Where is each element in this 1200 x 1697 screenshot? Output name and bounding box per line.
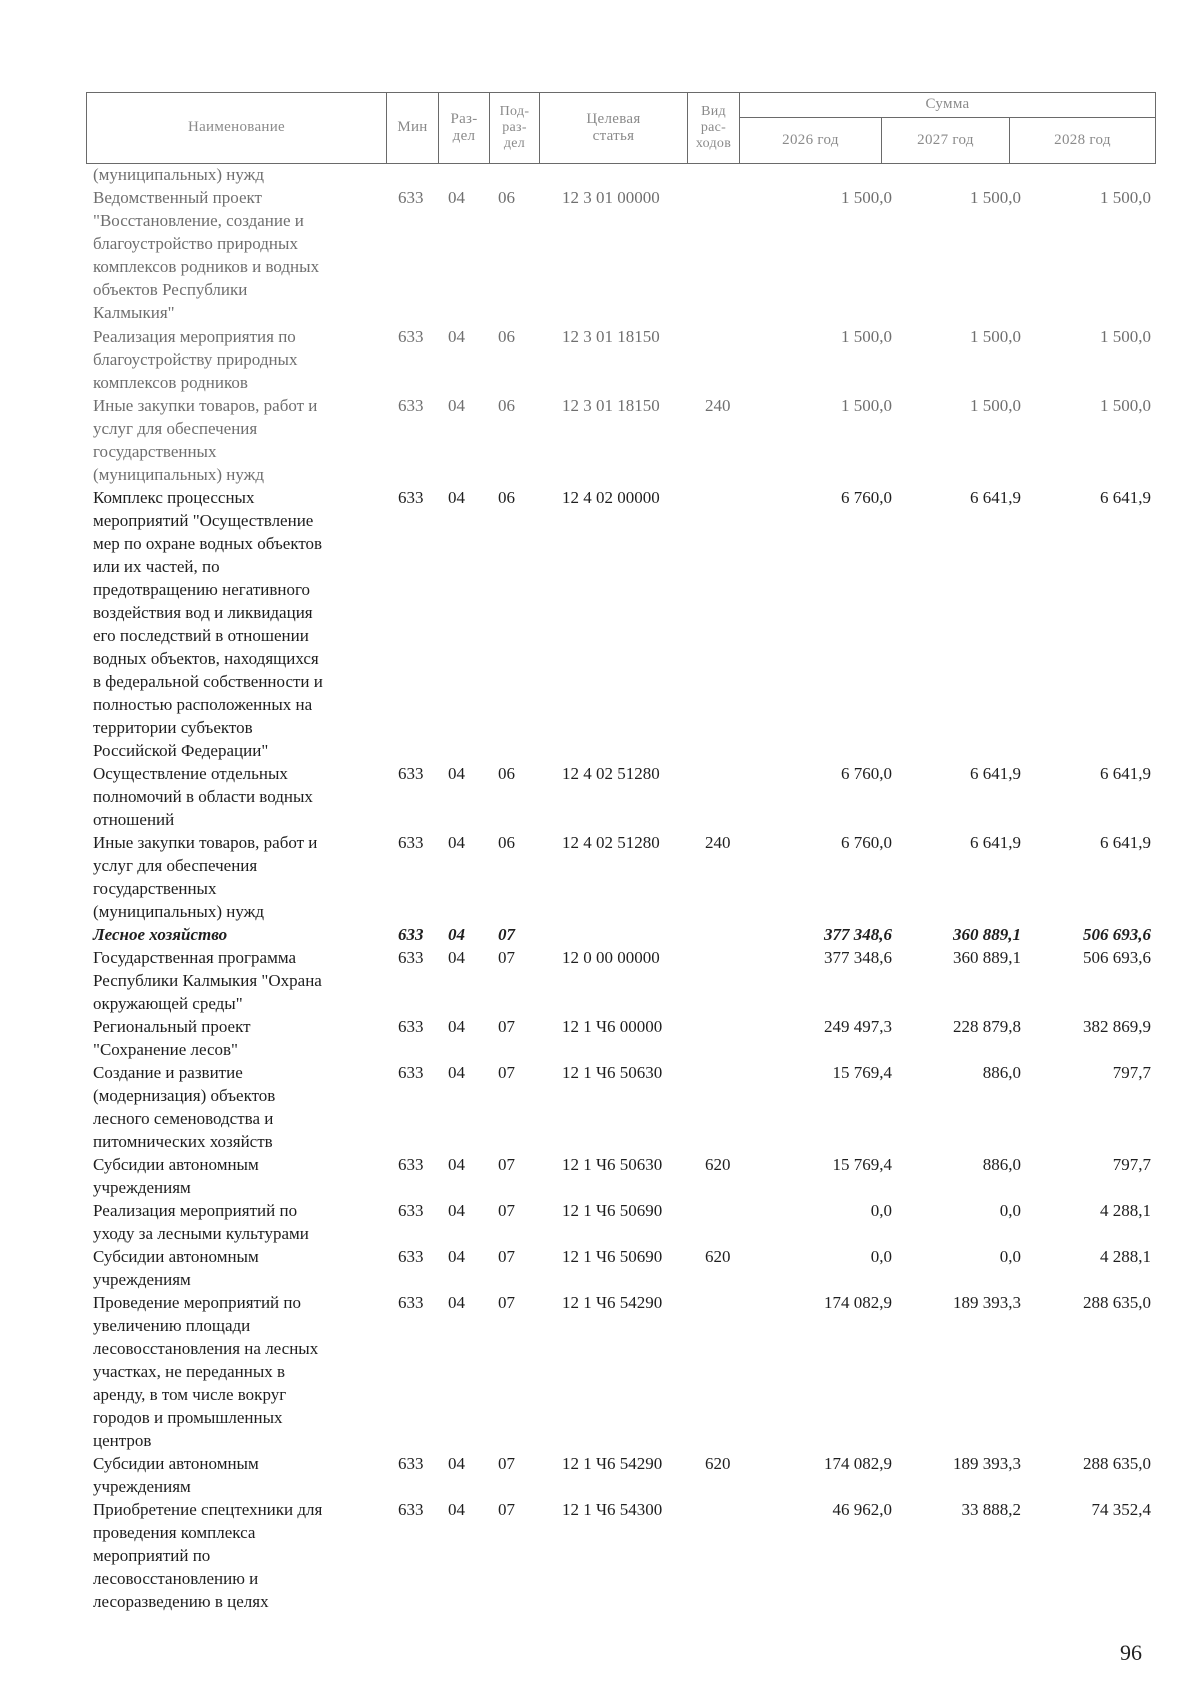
row-name: Лесное хозяйство [93, 925, 228, 944]
header-min: Мин [397, 119, 428, 136]
row-podrazdel: 07 [498, 1155, 515, 1174]
row-name: Субсидии автономным учреждениям [93, 1454, 259, 1496]
row-2027: 0,0 [999, 1201, 1021, 1220]
row-min: 633 [398, 1500, 424, 1519]
row-2027: 360 889,1 [953, 925, 1021, 944]
row-name: Реализация мероприятия по благоустройству природных комплексов родников [93, 327, 298, 392]
row-2028: 6 641,9 [1100, 833, 1151, 852]
row-2027: 1 500,0 [970, 188, 1021, 207]
row-2028: 382 869,9 [1083, 1017, 1151, 1036]
header-summa: Сумма [925, 96, 970, 113]
row-name: Приобретение спецтехники для проведения комплекса мероприятий по лесовосстановлению и лесоразведению в целях [93, 1500, 323, 1611]
row-2026: 46 962,0 [832, 1500, 892, 1519]
row-razdel: 04 [448, 1063, 465, 1082]
row-razdel: 04 [448, 1293, 465, 1312]
row-min: 633 [398, 1293, 424, 1312]
row-min: 633 [398, 1201, 424, 1220]
row-2028: 6 641,9 [1100, 488, 1151, 507]
row-min: 633 [398, 1155, 424, 1174]
header-razdel: Раз- дел [450, 110, 478, 144]
row-min: 633 [398, 188, 424, 207]
row-cel-statya: 12 1 Ч6 54290 [562, 1293, 663, 1312]
header-2028: 2028 год [1054, 131, 1111, 148]
row-2026: 249 497,3 [824, 1017, 892, 1036]
row-2026: 174 082,9 [824, 1454, 892, 1473]
row-cel-statya: 12 1 Ч6 54290 [562, 1454, 663, 1473]
row-name: Региональный проект "Сохранение лесов" [93, 1017, 251, 1059]
row-cel-statya: 12 1 Ч6 50690 [562, 1247, 663, 1266]
row-cel-statya: 12 3 01 00000 [562, 188, 660, 207]
row-2028: 797,7 [1112, 1155, 1151, 1174]
row-min: 633 [398, 1017, 424, 1036]
row-vid-rashodov: 620 [705, 1247, 731, 1266]
row-2028: 288 635,0 [1083, 1293, 1151, 1312]
row-podrazdel: 06 [498, 764, 515, 783]
row-podrazdel: 06 [498, 188, 515, 207]
row-name: Комплекс процессных мероприятий "Осуществление мер по охране водных объектов или их частей, по предотвращению негативного воздействия вод и ликвидация его последствий в отношении водных объектов, находящихся в федеральной собственности и полностью расположенных на территории субъектов Российской Федерации" [93, 488, 323, 760]
row-2028: 288 635,0 [1083, 1454, 1151, 1473]
row-min: 633 [398, 948, 424, 967]
row-razdel: 04 [448, 327, 465, 346]
row-min: 633 [398, 1247, 424, 1266]
row-name: Иные закупки товаров, работ и услуг для обеспечения государственных (муниципальных) нужд [93, 396, 318, 484]
row-razdel: 04 [448, 764, 465, 783]
row-name: Реализация мероприятий по уходу за лесными культурами [93, 1201, 309, 1243]
row-2027: 228 879,8 [953, 1017, 1021, 1036]
row-razdel: 04 [448, 1201, 465, 1220]
header-podrazdel: Под- раз- дел [499, 103, 530, 152]
row-2028: 506 693,6 [1083, 948, 1151, 967]
header-vid-rashodov: Вид рас- ходов [695, 103, 732, 152]
row-vid-rashodov: 620 [705, 1155, 731, 1174]
row-podrazdel: 06 [498, 396, 515, 415]
row-2026: 0,0 [870, 1247, 892, 1266]
row-name: Субсидии автономным учреждениям [93, 1247, 259, 1289]
row-min: 633 [398, 764, 424, 783]
row-2028: 1 500,0 [1100, 188, 1151, 207]
row-podrazdel: 07 [498, 1063, 515, 1082]
row-2026: 6 760,0 [841, 833, 892, 852]
row-podrazdel: 07 [498, 948, 515, 967]
row-cel-statya: 12 1 Ч6 50630 [562, 1063, 663, 1082]
row-cel-statya: 12 1 Ч6 50630 [562, 1155, 663, 1174]
row-razdel: 04 [448, 1454, 465, 1473]
row-cel-statya: 12 3 01 18150 [562, 327, 660, 346]
row-cel-statya: 12 0 00 00000 [562, 948, 660, 967]
row-cel-statya: 12 4 02 51280 [562, 833, 660, 852]
row-2026: 0,0 [870, 1201, 892, 1220]
row-2026: 1 500,0 [841, 396, 892, 415]
row-vid-rashodov: 240 [705, 833, 731, 852]
row-podrazdel: 07 [498, 1201, 515, 1220]
row-podrazdel: 07 [498, 1017, 515, 1036]
row-razdel: 04 [448, 1247, 465, 1266]
row-razdel: 04 [448, 396, 465, 415]
header-2027: 2027 год [917, 131, 974, 148]
row-2028: 797,7 [1112, 1063, 1151, 1082]
page-number: 96 [1120, 1640, 1142, 1665]
row-podrazdel: 07 [498, 1293, 515, 1312]
row-2027: 1 500,0 [970, 327, 1021, 346]
row-2027: 886,0 [982, 1155, 1021, 1174]
row-razdel: 04 [448, 1017, 465, 1036]
row-name: Создание и развитие (модернизация) объектов лесного семеноводства и питомнических хозяйств [93, 1063, 276, 1151]
row-razdel: 04 [448, 925, 465, 944]
row-cel-statya: 12 4 02 51280 [562, 764, 660, 783]
row-2027: 360 889,1 [953, 948, 1021, 967]
row-2027: 33 888,2 [961, 1500, 1021, 1519]
row-name: Государственная программа Республики Калмыкия "Охрана окружающей среды" [93, 948, 322, 1013]
row-2028: 74 352,4 [1091, 1500, 1151, 1519]
row-2027: 189 393,3 [953, 1293, 1021, 1312]
row-razdel: 04 [448, 1155, 465, 1174]
row-2026: 6 760,0 [841, 488, 892, 507]
row-podrazdel: 07 [498, 1500, 515, 1519]
row-2028: 6 641,9 [1100, 764, 1151, 783]
row-2026: 15 769,4 [832, 1063, 892, 1082]
row-min: 633 [398, 488, 424, 507]
row-name: Субсидии автономным учреждениям [93, 1155, 259, 1197]
row-cel-statya: 12 3 01 18150 [562, 396, 660, 415]
row-podrazdel: 06 [498, 488, 515, 507]
row-2027: 0,0 [999, 1247, 1021, 1266]
row-name: Осуществление отдельных полномочий в области водных отношений [93, 764, 313, 829]
row-podrazdel: 06 [498, 327, 515, 346]
row-vid-rashodov: 620 [705, 1454, 731, 1473]
row-2027: 1 500,0 [970, 396, 1021, 415]
row-min: 633 [398, 925, 424, 944]
row-min: 633 [398, 833, 424, 852]
row-2028: 506 693,6 [1083, 925, 1151, 944]
row-2027: 189 393,3 [953, 1454, 1021, 1473]
row-2026: 1 500,0 [841, 188, 892, 207]
row-podrazdel: 07 [498, 1454, 515, 1473]
row-min: 633 [398, 327, 424, 346]
header-name: Наименование [187, 119, 286, 136]
row-podrazdel: 07 [498, 1247, 515, 1266]
row-cel-statya: 12 1 Ч6 00000 [562, 1017, 663, 1036]
row-name: Проведение мероприятий по увеличению площади лесовосстановления на лесных участках, не переданных в аренду, в том числе вокруг городов и промышленных центров [93, 1293, 319, 1450]
row-2027: 6 641,9 [970, 764, 1021, 783]
row-razdel: 04 [448, 488, 465, 507]
row-vid-rashodov: 240 [705, 396, 731, 415]
row-2026: 377 348,6 [824, 925, 892, 944]
row-razdel: 04 [448, 1500, 465, 1519]
row-razdel: 04 [448, 188, 465, 207]
row-cel-statya: 12 4 02 00000 [562, 488, 660, 507]
row-podrazdel: 07 [498, 925, 515, 944]
row-name: Ведомственный проект "Восстановление, создание и благоустройство природных комплексов родников и водных объектов Республики Калмыкия" [93, 188, 320, 322]
row-min: 633 [398, 1063, 424, 1082]
row-2028: 4 288,1 [1100, 1247, 1151, 1266]
row-name: Иные закупки товаров, работ и услуг для обеспечения государственных (муниципальных) нужд [93, 833, 318, 921]
row-razdel: 04 [448, 948, 465, 967]
row-min: 633 [398, 396, 424, 415]
row-cel-statya: 12 1 Ч6 50690 [562, 1201, 663, 1220]
row-2028: 1 500,0 [1100, 396, 1151, 415]
row-2028: 4 288,1 [1100, 1201, 1151, 1220]
row-2028: 1 500,0 [1100, 327, 1151, 346]
row-2026: 15 769,4 [832, 1155, 892, 1174]
row-razdel: 04 [448, 833, 465, 852]
row-cel-statya: 12 1 Ч6 54300 [562, 1500, 663, 1519]
row-2027: 886,0 [982, 1063, 1021, 1082]
header-2026: 2026 год [782, 131, 839, 148]
header-cel-statya: Целевая статья [586, 110, 641, 144]
row-2026: 6 760,0 [841, 764, 892, 783]
row-min: 633 [398, 1454, 424, 1473]
row-2027: 6 641,9 [970, 833, 1021, 852]
row-name: (муниципальных) нужд [93, 165, 265, 184]
row-2026: 1 500,0 [841, 327, 892, 346]
table-header [86, 92, 1156, 164]
row-podrazdel: 06 [498, 833, 515, 852]
row-2027: 6 641,9 [970, 488, 1021, 507]
row-2026: 377 348,6 [824, 948, 892, 967]
row-2026: 174 082,9 [824, 1293, 892, 1312]
